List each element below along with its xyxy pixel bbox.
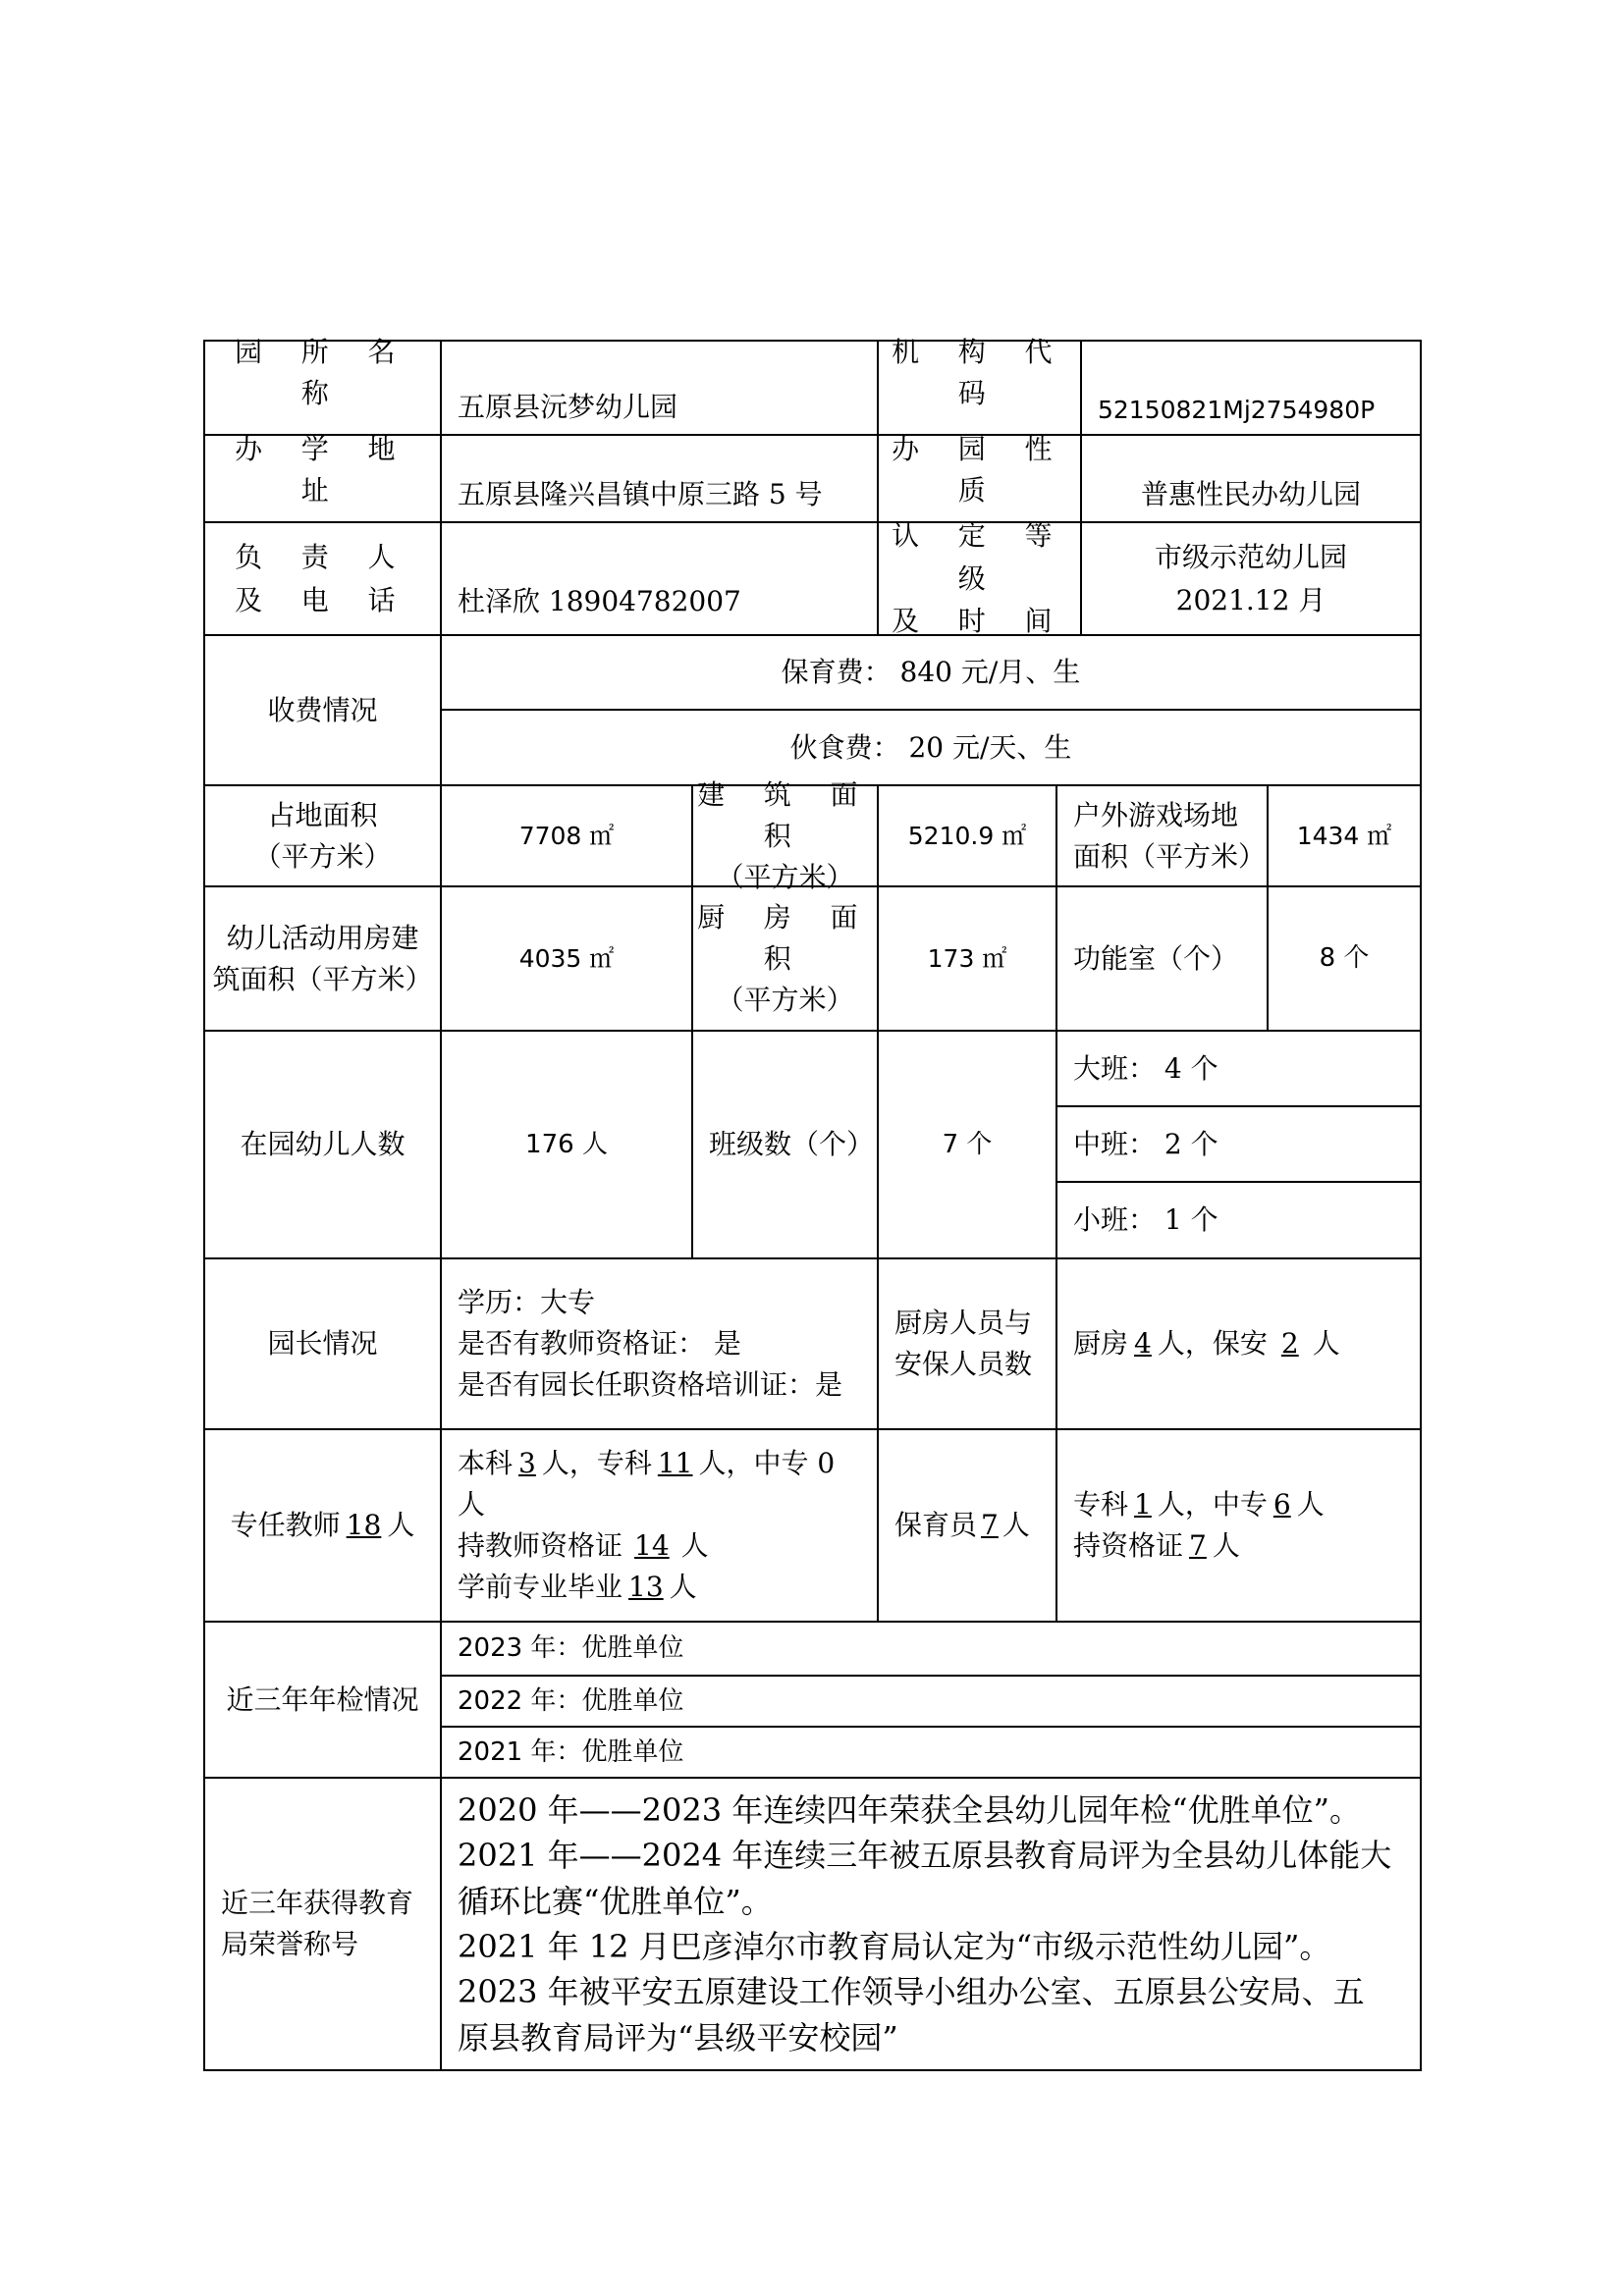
nurse-details: 专科 1 人，中专 6 人 持资格证 7 人 — [1073, 1488, 1325, 1562]
teacher-details: 本科 3 人，专科 11 人，中专 0 人 持教师资格证 14 人 学前专业毕业 13 人 — [458, 1447, 836, 1603]
building-area-value: 5210.9 ㎡ — [907, 821, 1027, 850]
outdoor-area-value: 1434 ㎡ — [1296, 821, 1392, 850]
rating-label: 认 定 等 级 及 时 间 — [892, 519, 1067, 638]
childcare-fee: 保育费： 840 元/月、生 — [781, 656, 1081, 688]
fees-label: 收费情况 — [267, 693, 378, 726]
principal-value: 杜泽欣 18904782007 — [458, 585, 741, 617]
class-count-label: 班级数（个） — [709, 1128, 875, 1160]
inspection-2021: 2021 年：优胜单位 — [458, 1736, 684, 1767]
nature-value: 普惠性民办幼儿园 — [1140, 478, 1361, 510]
security-staff-count: 2 — [1280, 1327, 1299, 1360]
activity-area-value: 4035 ㎡ — [518, 943, 615, 973]
nurse-count: 7 — [981, 1509, 999, 1541]
inspection-label: 近三年年检情况 — [226, 1682, 419, 1716]
address-value: 五原县隆兴昌镇中原三路 5 号 — [458, 478, 823, 510]
function-room-label: 功能室（个） — [1073, 941, 1239, 975]
function-room-value: 8 个 — [1319, 943, 1370, 973]
staff-label: 厨房人员与 安保人员数 — [894, 1307, 1033, 1380]
teacher-label: 专任教师 18 人 — [230, 1509, 415, 1541]
teacher-count: 18 — [346, 1509, 382, 1541]
meal-fee: 伙食费： 20 元/天、生 — [789, 730, 1072, 764]
class-count-value: 7 个 — [942, 1129, 993, 1159]
kitchen-staff-count: 4 — [1134, 1327, 1152, 1360]
name-value: 五原县沅梦幼儿园 — [458, 391, 678, 423]
inspection-2023: 2023 年：优胜单位 — [458, 1633, 684, 1663]
rating-value: 市级示范幼儿园 2021.12 月 — [1154, 541, 1347, 616]
small-class: 小班： 1 个 — [1073, 1203, 1218, 1236]
nurse-label: 保育员 7 人 — [894, 1509, 1030, 1541]
outdoor-area-label: 户外游戏场地 面积（平方米） — [1073, 798, 1267, 873]
large-class: 大班： 4 个 — [1073, 1051, 1218, 1085]
honors-label: 近三年获得教育 局荣誉称号 — [221, 1887, 414, 1960]
land-area-label: 占地面积 （平方米） — [253, 798, 392, 873]
enrollment-count: 176 人 — [525, 1129, 608, 1159]
inspection-2022: 2022 年：优胜单位 — [458, 1685, 684, 1716]
code-label: 机 构 代 码 — [892, 336, 1067, 409]
name-label: 园 所 名 称 — [235, 336, 410, 409]
table-border — [1420, 340, 1422, 2071]
activity-area-label: 幼儿活动用房建 筑面积（平方米） — [212, 921, 433, 995]
building-area-label: 建 筑 面 积 （平方米） — [697, 777, 873, 893]
middle-class: 中班： 2 个 — [1073, 1127, 1218, 1160]
honors-list: 2020 年——2023 年连续四年荣获全县幼儿园年检“优胜单位”。 2021 年——2024 年连续三年被五原县教育局评为全县幼儿体能大 循环比赛“优胜单位”。 2021 年 12 月巴彦淖尔市教育局认定为“市级示范性幼儿园”。 2023 年被平安五原建设工作领导小组办公室、五原县公安局、五 原县教育局评为“县级平安校园” — [458, 1790, 1392, 2056]
land-area-value: 7708 ㎡ — [518, 821, 615, 850]
enrollment-label: 在园幼儿人数 — [240, 1128, 406, 1160]
kitchen-area-label: 厨 房 面 积 （平方米） — [697, 900, 873, 1016]
nature-label: 办 园 性 质 — [892, 432, 1067, 507]
staff-value: 厨房 4 人，保安 2 人 — [1073, 1327, 1340, 1360]
kitchen-area-value: 173 ㎡ — [927, 943, 1007, 973]
principal-label: 负 责 人 及 电 话 — [235, 541, 410, 616]
code-value: 52150821Mj2754980P — [1098, 395, 1376, 424]
table-border — [203, 2069, 1422, 2071]
director-details: 学历：大专 是否有教师资格证： 是 是否有园长任职资格培训证：是 — [458, 1286, 843, 1401]
director-label: 园长情况 — [267, 1327, 378, 1360]
address-label: 办 学 地 址 — [235, 432, 410, 507]
